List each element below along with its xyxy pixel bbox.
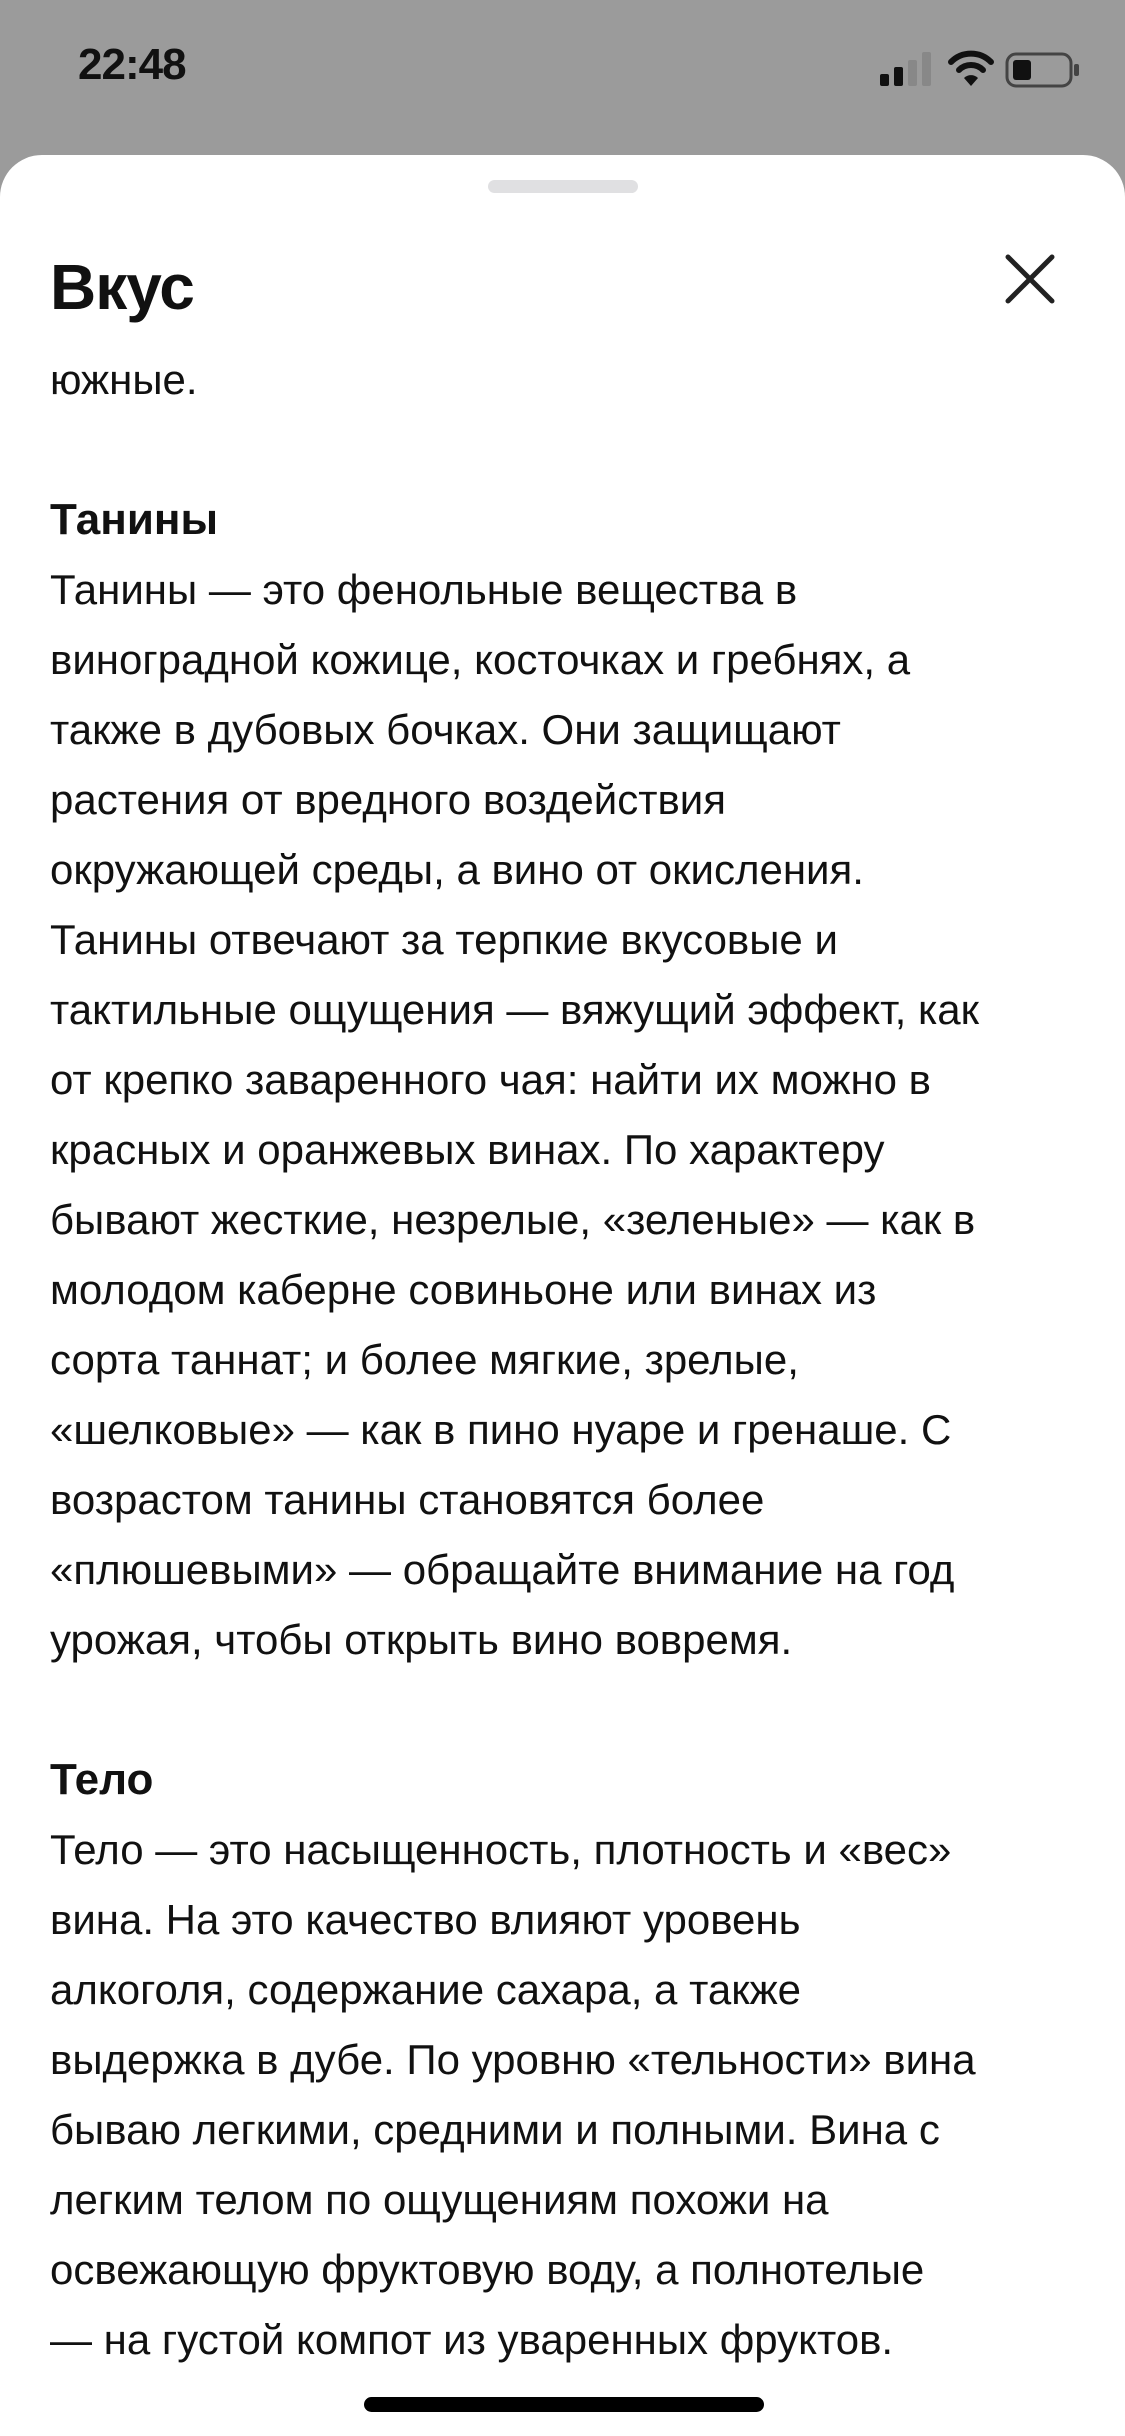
home-indicator[interactable]: [364, 2397, 764, 2412]
paragraph-line: красных и оранжевых винах. По характеру: [50, 1126, 885, 1173]
paragraph-line: бываю легкими, средними и полными. Вина с: [50, 2106, 940, 2153]
paragraph-line: также в дубовых бочках. Они защищают: [50, 706, 841, 753]
status-bar: [0, 0, 1125, 150]
paragraph-line: виноградной кожице, косточках и гребнях, а: [50, 636, 911, 683]
paragraph-line: от крепко заваренного чая: найти их можно в: [50, 1056, 931, 1103]
section-heading: Тело: [50, 1755, 154, 1804]
sheet-drag-handle[interactable]: [488, 180, 638, 193]
paragraph-line: Танины отвечают за терпкие вкусовые и: [50, 916, 838, 963]
wifi-icon: [948, 48, 994, 88]
paragraph-line: легким телом по ощущениям похожи на: [50, 2176, 829, 2223]
paragraph-line: возрастом танины становятся более: [50, 1476, 765, 1523]
intro-text: южные.: [50, 356, 198, 403]
paragraph-line: бывают жесткие, незрелые, «зеленые» — как в: [50, 1196, 976, 1243]
close-icon[interactable]: [998, 247, 1062, 311]
sheet-title: Вкус: [50, 251, 194, 323]
paragraph-line: сорта таннат; и более мягкие, зрелые,: [50, 1336, 799, 1383]
paragraph-line: Танины — это фенольные вещества в: [50, 566, 798, 613]
paragraph-line: — на густой компот из уваренных фруктов.: [50, 2316, 894, 2363]
paragraph-line: растения от вредного воздействия: [50, 776, 726, 823]
section-tannins: [50, 485, 1110, 1675]
sheet-content[interactable]: [50, 345, 1110, 2375]
paragraph-line: тактильные ощущения — вяжущий эффект, как: [50, 986, 980, 1033]
paragraph-line: окружающей среды, а вино от окисления.: [50, 846, 864, 893]
paragraph-line: выдержка в дубе. По уровню «тельности» вина: [50, 2036, 976, 2083]
paragraph-line: алкоголя, содержание сахара, а также: [50, 1966, 802, 2013]
paragraph-line: освежающую фруктовую воду, а полнотелые: [50, 2246, 925, 2293]
status-time: 22:48: [78, 40, 186, 89]
paragraph-line: вина. На это качество влияют уровень: [50, 1896, 801, 1943]
cellular-signal-icon: [880, 52, 936, 86]
paragraph-line: Тело — это насыщенность, плотность и «вес»: [50, 1826, 952, 1873]
section-body: [50, 1745, 1110, 2375]
battery-icon: [1005, 52, 1081, 88]
paragraph-line: «плюшевыми» — обращайте внимание на год: [50, 1546, 955, 1593]
bottom-sheet: [0, 155, 1125, 2436]
paragraph-line: «шелковые» — как в пино нуаре и гренаше. С: [50, 1406, 952, 1453]
paragraph-line: урожая, чтобы открыть вино вовремя.: [50, 1616, 793, 1663]
paragraph-line: молодом каберне совиньоне или винах из: [50, 1266, 877, 1313]
section-heading: Танины: [50, 495, 219, 544]
